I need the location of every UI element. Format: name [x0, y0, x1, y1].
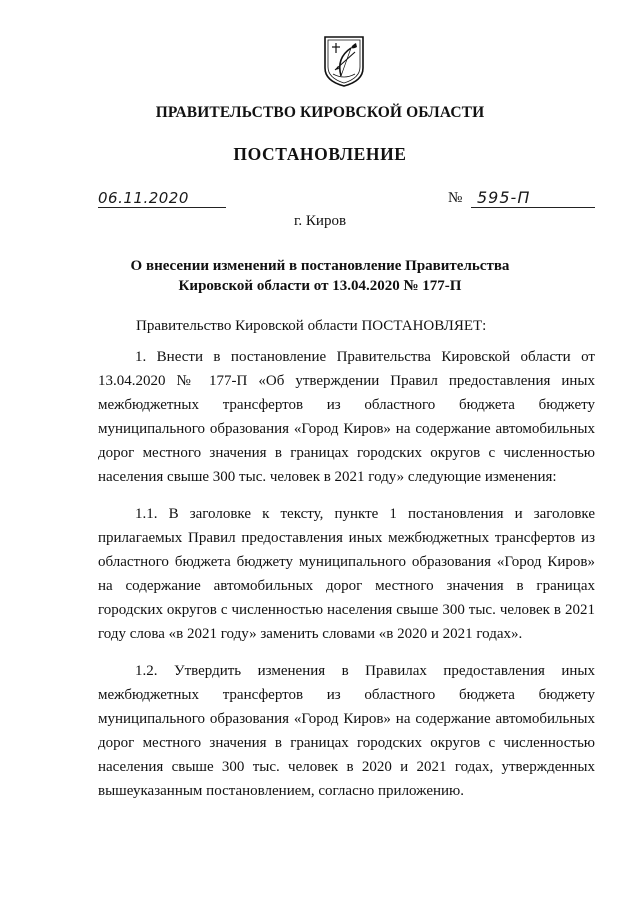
document-type-title: ПОСТАНОВЛЕНИЕ: [233, 144, 407, 164]
government-title: ПРАВИТЕЛЬСТВО КИРОВСКОЙ ОБЛАСТИ: [155, 104, 485, 121]
paragraph-1-1: 1.1. В заголовке к тексту, пункте 1 постановления и заголовке прилагаемых Правил предоставления иных межбюджетных трансфертов из областного бюджета бюджету муниципального образования «Город Киров» на содержание автомобильных дорог местного значения в границах городских округов с численностью населения свыше 300 тыс. человек в 2021 году слова «в 2021 году» заменить словами «в 2020 и 2021 годах».: [98, 506, 595, 642]
paragraph-1-2: 1.2. Утвердить изменения в Правилах предоставления иных межбюджетных трансфертов из областного бюджета бюджету муниципального образования «Город Киров» на содержание автомобильных дорог местного значения в границах городских округов с численностью населения свыше 300 тыс. человек в 2020 и 2021 годах, утвержденных вышеуказанным постановлением, согласно приложению.: [98, 663, 595, 799]
subject-line-1: О внесении изменений в постановление Правительства: [130, 258, 510, 274]
handwritten-date: 06.11.2020: [98, 189, 189, 207]
intro-text: Правительство Кировской области ПОСТАНОВЛЯЕТ:: [136, 318, 487, 334]
number-sign: №: [448, 190, 463, 206]
city-label: г. Киров: [293, 213, 347, 229]
number-field: [471, 187, 595, 208]
handwritten-number: 595-П: [477, 188, 531, 207]
kirov-region-coat-of-arms-icon: [322, 34, 366, 88]
date-field: [98, 187, 226, 208]
paragraph-1: 1. Внести в постановление Правительства Кировской области от 13.04.2020 № 177-П «Об утверждении Правил предоставления иных межбюджетных трансфертов из областного бюджета бюджету муниципального образования «Город Киров» на содержание автомобильных дорог местного значения в границах городских округов с численностью населения свыше 300 тыс. человек в 2021 году» следующие изменения:: [98, 349, 595, 485]
document-subject: [120, 256, 520, 296]
subject-line-2: Кировской области от 13.04.2020 № 177-П: [178, 278, 462, 294]
